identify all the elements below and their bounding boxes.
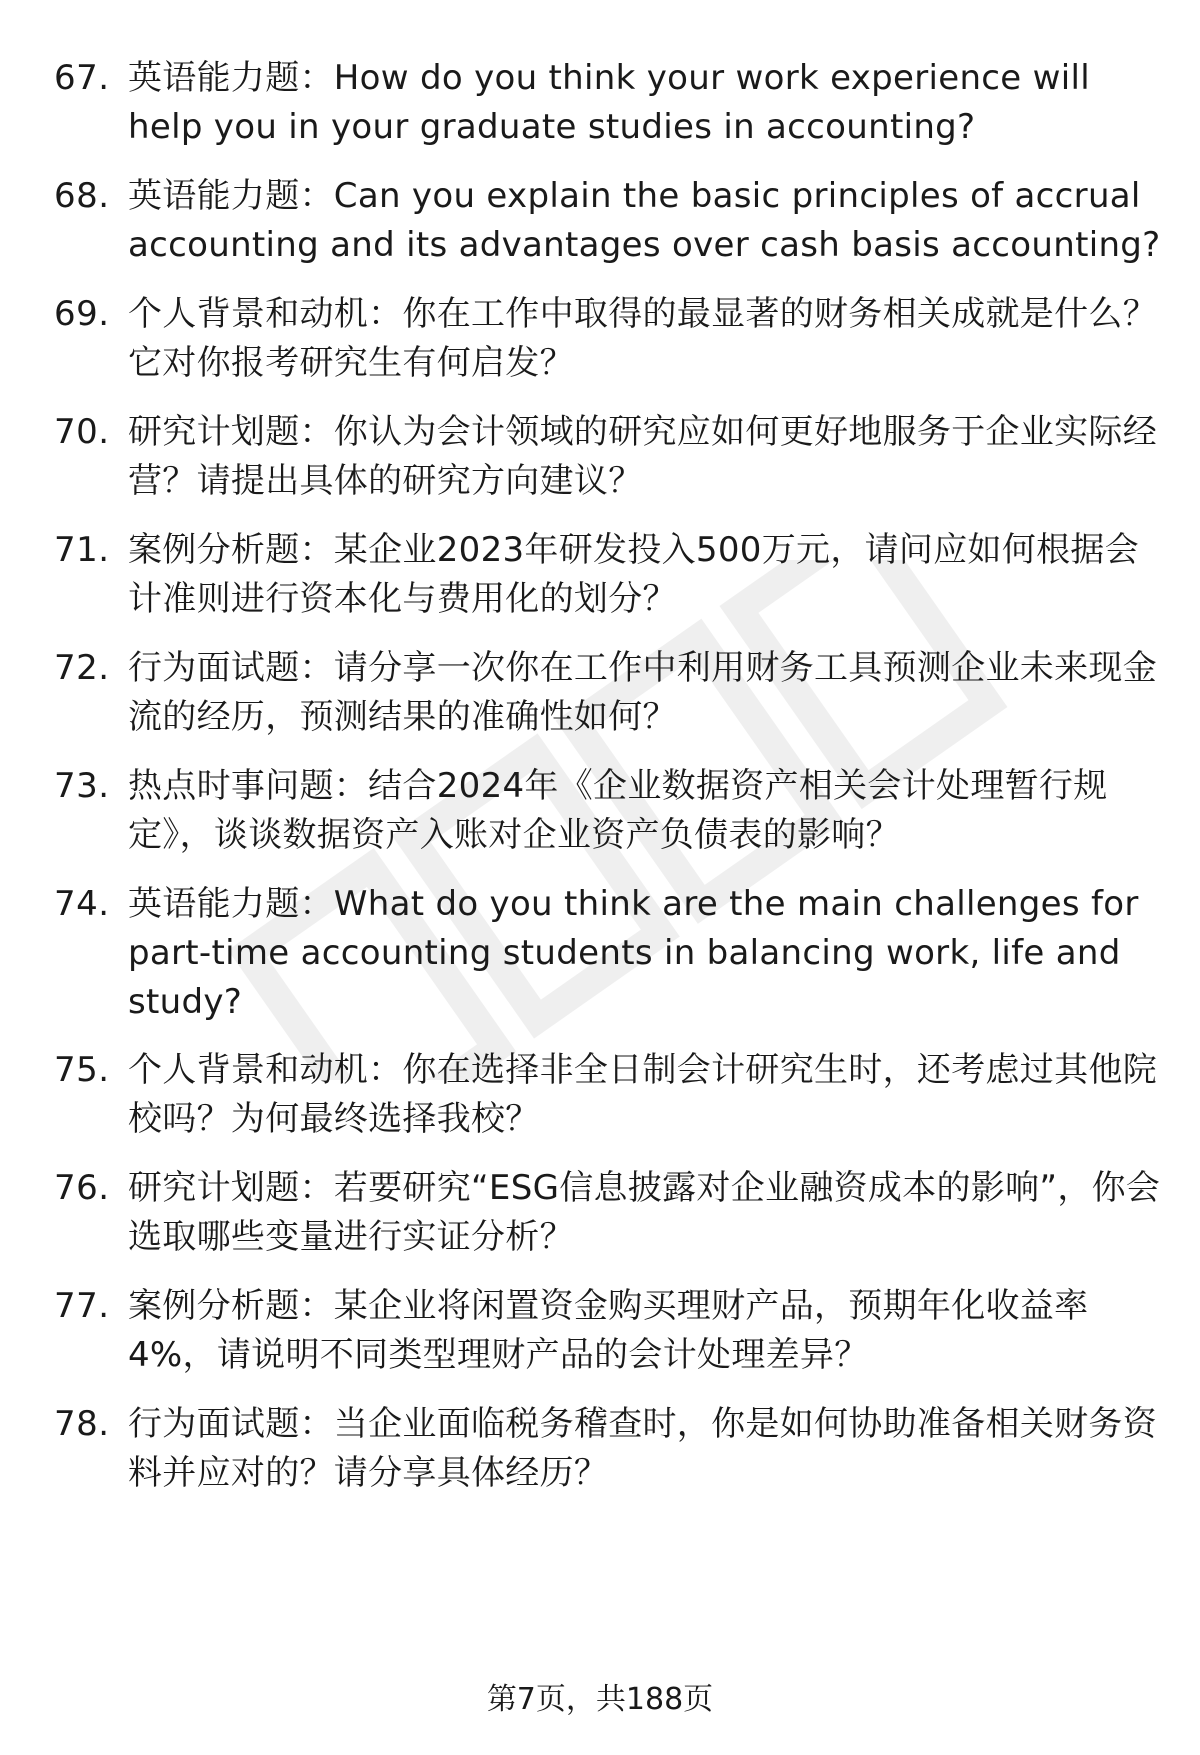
question-text: 研究计划题：你认为会计领域的研究应如何更好地服务于企业实际经营？请提出具体的研究方向建议？ — [128, 412, 1157, 501]
question-text: 案例分析题：某企业2023年研发投入500万元，请问应如何根据会计准则进行资本化与费用化的划分？ — [128, 530, 1140, 619]
question-text: 英语能力题：What do you think are the main challenges for part-time accounting students in balancing work, life and study? — [128, 884, 1139, 1022]
question-number: 75. — [54, 1050, 110, 1090]
question-text: 研究计划题：若要研究“ESG信息披露对企业融资成本的影响”，你会选取哪些变量进行实证分析？ — [128, 1168, 1161, 1257]
question-text: 行为面试题：当企业面临税务稽查时，你是如何协助准备相关财务资料并应对的？请分享具体经历？ — [128, 1404, 1157, 1493]
page-footer — [0, 1680, 1200, 1720]
question-number: 76. — [54, 1168, 110, 1208]
question-number: 78. — [54, 1404, 110, 1444]
question-number: 67. — [54, 58, 110, 98]
question-number: 68. — [54, 176, 110, 216]
question-number: 69. — [54, 294, 110, 334]
question-number: 71. — [54, 530, 110, 570]
page-number-label: 第7页，共188页 — [486, 1682, 714, 1717]
question-text: 个人背景和动机：你在选择非全日制会计研究生时，还考虑过其他院校吗？为何最终选择我校？ — [128, 1050, 1157, 1139]
question-number: 74. — [54, 884, 110, 924]
question-text: 案例分析题：某企业将闲置资金购买理财产品，预期年化收益率4%，请说明不同类型理财产品的会计处理差异？ — [128, 1286, 1089, 1375]
question-text: 英语能力题：How do you think your work experience will help you in your graduate studies in accounting? — [128, 58, 1090, 147]
question-number: 70. — [54, 412, 110, 452]
question-number: 77. — [54, 1286, 110, 1326]
question-text: 行为面试题：请分享一次你在工作中利用财务工具预测企业未来现金流的经历，预测结果的准确性如何？ — [128, 648, 1157, 737]
question-number: 72. — [54, 648, 110, 688]
question-text: 个人背景和动机：你在工作中取得的最显著的财务相关成就是什么？它对你报考研究生有何启发？ — [128, 294, 1157, 383]
question-text: 英语能力题：Can you explain the basic principles of accrual accounting and its advantages over cash basis accounting? — [128, 176, 1161, 265]
question-number: 73. — [54, 766, 110, 806]
question-text: 热点时事问题：结合2024年《企业数据资产相关会计处理暂行规定》，谈谈数据资产入账对企业资产负债表的影响？ — [128, 766, 1108, 855]
